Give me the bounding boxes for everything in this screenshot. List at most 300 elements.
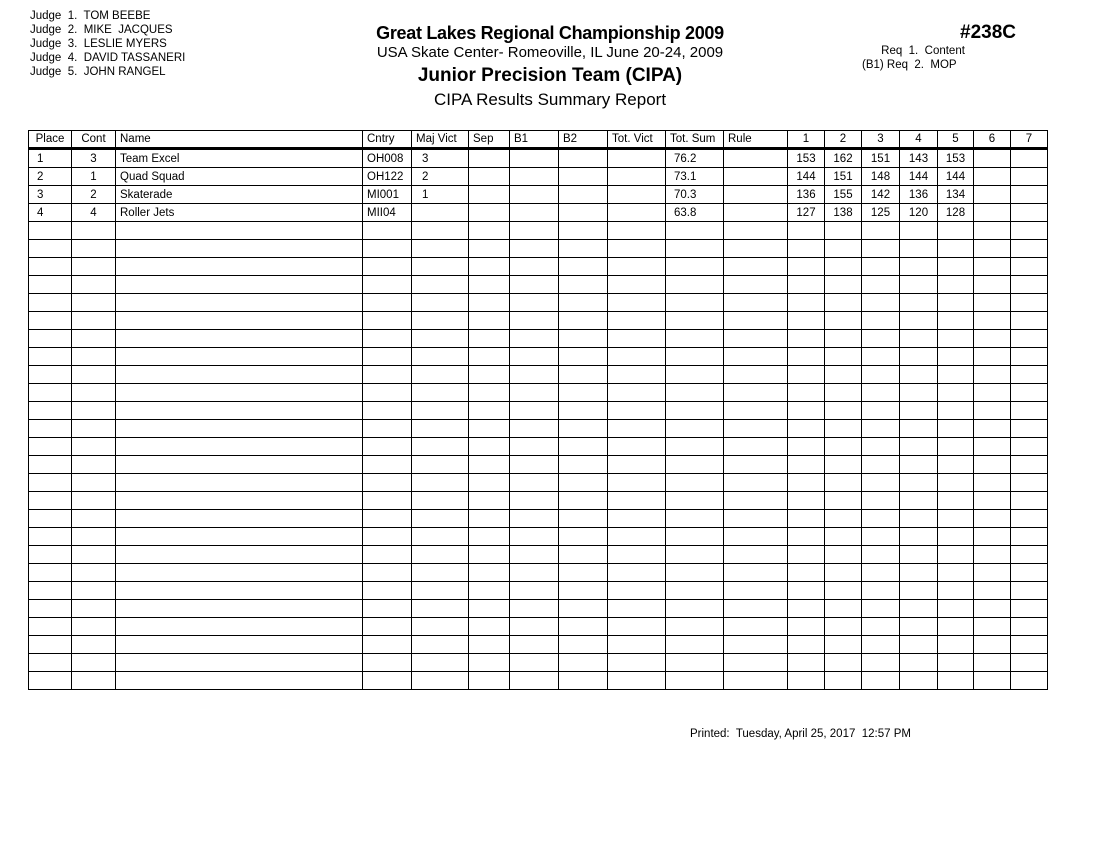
empty-cell bbox=[559, 420, 608, 438]
cell-maj-vict bbox=[412, 204, 469, 222]
empty-cell bbox=[1011, 564, 1048, 582]
empty-cell bbox=[862, 258, 900, 276]
empty-cell bbox=[469, 312, 510, 330]
cell-judge-7-score bbox=[1011, 168, 1048, 186]
empty-cell bbox=[469, 618, 510, 636]
empty-cell bbox=[788, 222, 825, 240]
requirements-list bbox=[862, 44, 965, 72]
table-row-empty bbox=[29, 258, 1048, 276]
cell-name: Roller Jets bbox=[116, 204, 363, 222]
table-row-empty bbox=[29, 438, 1048, 456]
column-header-4: 4 bbox=[900, 131, 938, 149]
empty-cell bbox=[116, 456, 363, 474]
empty-cell bbox=[825, 312, 862, 330]
cell-judge-6-score bbox=[974, 204, 1011, 222]
empty-cell bbox=[788, 654, 825, 672]
empty-cell bbox=[116, 258, 363, 276]
empty-cell bbox=[559, 240, 608, 258]
empty-cell bbox=[72, 546, 116, 564]
cell-cont: 1 bbox=[72, 168, 116, 186]
empty-cell bbox=[608, 600, 666, 618]
table-row-empty bbox=[29, 294, 1048, 312]
empty-cell bbox=[510, 438, 559, 456]
empty-cell bbox=[862, 222, 900, 240]
empty-cell bbox=[825, 384, 862, 402]
empty-cell bbox=[469, 402, 510, 420]
empty-cell bbox=[510, 222, 559, 240]
table-row-empty bbox=[29, 600, 1048, 618]
empty-cell bbox=[862, 654, 900, 672]
empty-cell bbox=[666, 672, 724, 690]
empty-cell bbox=[412, 582, 469, 600]
empty-cell bbox=[469, 294, 510, 312]
empty-cell bbox=[974, 240, 1011, 258]
column-header-tot-vict: Tot. Vict bbox=[608, 131, 666, 149]
empty-cell bbox=[559, 546, 608, 564]
empty-cell bbox=[825, 528, 862, 546]
table-row-empty bbox=[29, 222, 1048, 240]
empty-cell bbox=[29, 384, 72, 402]
table-row-empty bbox=[29, 474, 1048, 492]
empty-cell bbox=[724, 384, 788, 402]
cell-judge-5-score: 128 bbox=[938, 204, 974, 222]
empty-cell bbox=[974, 438, 1011, 456]
empty-cell bbox=[938, 366, 974, 384]
empty-cell bbox=[608, 546, 666, 564]
empty-cell bbox=[900, 240, 938, 258]
cell-rule bbox=[724, 168, 788, 186]
empty-cell bbox=[363, 474, 412, 492]
empty-cell bbox=[724, 546, 788, 564]
empty-cell bbox=[974, 546, 1011, 564]
empty-cell bbox=[72, 438, 116, 456]
empty-cell bbox=[938, 438, 974, 456]
empty-cell bbox=[72, 420, 116, 438]
empty-cell bbox=[825, 420, 862, 438]
empty-cell bbox=[825, 348, 862, 366]
empty-cell bbox=[974, 366, 1011, 384]
empty-cell bbox=[72, 222, 116, 240]
cell-maj-vict: 2 bbox=[412, 168, 469, 186]
empty-cell bbox=[938, 330, 974, 348]
empty-cell bbox=[412, 240, 469, 258]
cell-judge-3-score: 148 bbox=[862, 168, 900, 186]
empty-cell bbox=[788, 366, 825, 384]
empty-cell bbox=[974, 276, 1011, 294]
empty-cell bbox=[862, 510, 900, 528]
empty-cell bbox=[510, 636, 559, 654]
cell-rule bbox=[724, 204, 788, 222]
empty-cell bbox=[608, 402, 666, 420]
empty-cell bbox=[825, 564, 862, 582]
empty-cell bbox=[974, 474, 1011, 492]
empty-cell bbox=[862, 276, 900, 294]
empty-cell bbox=[825, 222, 862, 240]
empty-cell bbox=[469, 420, 510, 438]
empty-cell bbox=[412, 438, 469, 456]
column-header-tot-sum: Tot. Sum bbox=[666, 131, 724, 149]
empty-cell bbox=[862, 438, 900, 456]
empty-cell bbox=[116, 240, 363, 258]
empty-cell bbox=[559, 672, 608, 690]
empty-cell bbox=[608, 636, 666, 654]
empty-cell bbox=[825, 402, 862, 420]
empty-cell bbox=[825, 654, 862, 672]
empty-cell bbox=[825, 366, 862, 384]
cell-tot-vict bbox=[608, 204, 666, 222]
empty-cell bbox=[363, 582, 412, 600]
cell-cntry: OH008 bbox=[363, 149, 412, 168]
empty-cell bbox=[412, 330, 469, 348]
empty-cell bbox=[938, 258, 974, 276]
empty-cell bbox=[862, 240, 900, 258]
requirement-1: Req 1. Content bbox=[881, 45, 965, 57]
column-header-3: 3 bbox=[862, 131, 900, 149]
cell-judge-2-score: 138 bbox=[825, 204, 862, 222]
empty-cell bbox=[29, 330, 72, 348]
empty-cell bbox=[788, 636, 825, 654]
empty-cell bbox=[72, 528, 116, 546]
empty-cell bbox=[788, 402, 825, 420]
empty-cell bbox=[974, 258, 1011, 276]
empty-cell bbox=[510, 510, 559, 528]
empty-cell bbox=[29, 438, 72, 456]
empty-cell bbox=[412, 528, 469, 546]
empty-cell bbox=[363, 240, 412, 258]
empty-cell bbox=[510, 492, 559, 510]
empty-cell bbox=[862, 456, 900, 474]
empty-cell bbox=[938, 492, 974, 510]
printed-timestamp: Printed: Tuesday, April 25, 2017 12:57 PM bbox=[690, 728, 911, 740]
empty-cell bbox=[724, 474, 788, 492]
empty-cell bbox=[666, 276, 724, 294]
empty-cell bbox=[29, 636, 72, 654]
empty-cell bbox=[412, 402, 469, 420]
empty-cell bbox=[974, 672, 1011, 690]
empty-cell bbox=[666, 294, 724, 312]
empty-cell bbox=[469, 474, 510, 492]
empty-cell bbox=[788, 564, 825, 582]
empty-cell bbox=[559, 384, 608, 402]
empty-cell bbox=[412, 222, 469, 240]
empty-cell bbox=[862, 492, 900, 510]
empty-cell bbox=[608, 672, 666, 690]
empty-cell bbox=[938, 312, 974, 330]
empty-cell bbox=[412, 312, 469, 330]
table-row-empty bbox=[29, 618, 1048, 636]
table-row bbox=[29, 204, 1048, 222]
empty-cell bbox=[938, 384, 974, 402]
empty-cell bbox=[788, 420, 825, 438]
empty-cell bbox=[788, 330, 825, 348]
table-row-empty bbox=[29, 312, 1048, 330]
empty-cell bbox=[29, 348, 72, 366]
empty-cell bbox=[1011, 420, 1048, 438]
empty-cell bbox=[72, 564, 116, 582]
empty-cell bbox=[724, 636, 788, 654]
empty-cell bbox=[666, 384, 724, 402]
empty-cell bbox=[116, 330, 363, 348]
empty-cell bbox=[974, 564, 1011, 582]
column-header-6: 6 bbox=[974, 131, 1011, 149]
empty-cell bbox=[559, 456, 608, 474]
empty-cell bbox=[510, 276, 559, 294]
cell-cont: 2 bbox=[72, 186, 116, 204]
empty-cell bbox=[116, 384, 363, 402]
empty-cell bbox=[900, 222, 938, 240]
empty-cell bbox=[724, 312, 788, 330]
empty-cell bbox=[72, 510, 116, 528]
empty-cell bbox=[72, 384, 116, 402]
empty-cell bbox=[412, 276, 469, 294]
empty-cell bbox=[974, 330, 1011, 348]
cell-judge-1-score: 144 bbox=[788, 168, 825, 186]
judge-4: Judge 4. DAVID TASSANERI bbox=[30, 52, 186, 64]
empty-cell bbox=[825, 600, 862, 618]
empty-cell bbox=[900, 618, 938, 636]
empty-cell bbox=[938, 456, 974, 474]
empty-cell bbox=[938, 654, 974, 672]
empty-cell bbox=[116, 564, 363, 582]
empty-cell bbox=[900, 600, 938, 618]
empty-cell bbox=[788, 438, 825, 456]
cell-judge-1-score: 153 bbox=[788, 149, 825, 168]
empty-cell bbox=[1011, 330, 1048, 348]
cell-cntry: MI001 bbox=[363, 186, 412, 204]
empty-cell bbox=[72, 618, 116, 636]
venue-dates: USA Skate Center- Romeoville, IL June 20-24, 2009 bbox=[376, 44, 724, 61]
empty-cell bbox=[900, 438, 938, 456]
empty-cell bbox=[608, 258, 666, 276]
empty-cell bbox=[72, 348, 116, 366]
empty-cell bbox=[469, 510, 510, 528]
empty-cell bbox=[900, 276, 938, 294]
cell-judge-5-score: 144 bbox=[938, 168, 974, 186]
empty-cell bbox=[412, 564, 469, 582]
empty-cell bbox=[608, 348, 666, 366]
empty-cell bbox=[469, 438, 510, 456]
empty-cell bbox=[724, 258, 788, 276]
empty-cell bbox=[825, 492, 862, 510]
empty-cell bbox=[608, 456, 666, 474]
table-row-empty bbox=[29, 564, 1048, 582]
empty-cell bbox=[825, 582, 862, 600]
empty-cell bbox=[1011, 636, 1048, 654]
report-header bbox=[340, 22, 760, 111]
empty-cell bbox=[825, 330, 862, 348]
table-row-empty bbox=[29, 348, 1048, 366]
empty-cell bbox=[29, 672, 72, 690]
empty-cell bbox=[363, 276, 412, 294]
empty-cell bbox=[412, 420, 469, 438]
empty-cell bbox=[862, 366, 900, 384]
empty-cell bbox=[469, 348, 510, 366]
empty-cell bbox=[666, 492, 724, 510]
empty-cell bbox=[1011, 438, 1048, 456]
empty-cell bbox=[900, 528, 938, 546]
empty-cell bbox=[412, 654, 469, 672]
empty-cell bbox=[29, 600, 72, 618]
empty-cell bbox=[862, 600, 900, 618]
empty-cell bbox=[469, 564, 510, 582]
empty-cell bbox=[900, 366, 938, 384]
empty-cell bbox=[29, 276, 72, 294]
empty-cell bbox=[510, 294, 559, 312]
empty-cell bbox=[608, 528, 666, 546]
empty-cell bbox=[724, 294, 788, 312]
empty-cell bbox=[825, 258, 862, 276]
empty-cell bbox=[825, 276, 862, 294]
judge-2: Judge 2. MIKE JACQUES bbox=[30, 24, 173, 36]
empty-cell bbox=[825, 474, 862, 492]
cell-tot-vict bbox=[608, 149, 666, 168]
empty-cell bbox=[788, 492, 825, 510]
empty-cell bbox=[29, 546, 72, 564]
empty-cell bbox=[825, 456, 862, 474]
empty-cell bbox=[72, 672, 116, 690]
empty-cell bbox=[788, 294, 825, 312]
cell-b2 bbox=[559, 186, 608, 204]
empty-cell bbox=[72, 294, 116, 312]
empty-cell bbox=[974, 384, 1011, 402]
empty-cell bbox=[788, 240, 825, 258]
empty-cell bbox=[412, 294, 469, 312]
empty-cell bbox=[900, 402, 938, 420]
empty-cell bbox=[29, 222, 72, 240]
empty-cell bbox=[974, 510, 1011, 528]
empty-cell bbox=[938, 546, 974, 564]
empty-cell bbox=[116, 600, 363, 618]
empty-cell bbox=[862, 582, 900, 600]
empty-cell bbox=[608, 222, 666, 240]
table-row-empty bbox=[29, 330, 1048, 348]
column-header-7: 7 bbox=[1011, 131, 1048, 149]
cell-sep bbox=[469, 168, 510, 186]
empty-cell bbox=[938, 294, 974, 312]
empty-cell bbox=[724, 222, 788, 240]
cell-tot-sum: 63.8 bbox=[666, 204, 724, 222]
empty-cell bbox=[862, 672, 900, 690]
empty-cell bbox=[938, 276, 974, 294]
cell-maj-vict: 1 bbox=[412, 186, 469, 204]
empty-cell bbox=[788, 348, 825, 366]
empty-cell bbox=[724, 276, 788, 294]
empty-cell bbox=[510, 366, 559, 384]
empty-cell bbox=[666, 438, 724, 456]
cell-rule bbox=[724, 186, 788, 204]
empty-cell bbox=[608, 240, 666, 258]
empty-cell bbox=[608, 492, 666, 510]
empty-cell bbox=[788, 672, 825, 690]
cell-judge-2-score: 162 bbox=[825, 149, 862, 168]
empty-cell bbox=[29, 510, 72, 528]
empty-cell bbox=[724, 528, 788, 546]
empty-cell bbox=[559, 636, 608, 654]
empty-cell bbox=[938, 564, 974, 582]
empty-cell bbox=[469, 258, 510, 276]
empty-cell bbox=[1011, 402, 1048, 420]
empty-cell bbox=[900, 348, 938, 366]
empty-cell bbox=[666, 366, 724, 384]
empty-cell bbox=[900, 294, 938, 312]
cell-place: 2 bbox=[29, 168, 72, 186]
empty-cell bbox=[510, 402, 559, 420]
empty-cell bbox=[1011, 672, 1048, 690]
column-header-5: 5 bbox=[938, 131, 974, 149]
cell-tot-sum: 70.3 bbox=[666, 186, 724, 204]
empty-cell bbox=[666, 600, 724, 618]
empty-cell bbox=[724, 600, 788, 618]
empty-cell bbox=[788, 474, 825, 492]
cell-cntry: OH122 bbox=[363, 168, 412, 186]
empty-cell bbox=[608, 366, 666, 384]
empty-cell bbox=[862, 384, 900, 402]
empty-cell bbox=[29, 618, 72, 636]
empty-cell bbox=[116, 636, 363, 654]
empty-cell bbox=[412, 510, 469, 528]
empty-cell bbox=[116, 402, 363, 420]
table-row-empty bbox=[29, 654, 1048, 672]
empty-cell bbox=[559, 294, 608, 312]
empty-cell bbox=[559, 222, 608, 240]
empty-cell bbox=[900, 546, 938, 564]
empty-cell bbox=[900, 492, 938, 510]
empty-cell bbox=[363, 600, 412, 618]
cell-b1 bbox=[510, 149, 559, 168]
empty-cell bbox=[788, 510, 825, 528]
empty-cell bbox=[116, 312, 363, 330]
empty-cell bbox=[116, 510, 363, 528]
empty-cell bbox=[666, 528, 724, 546]
empty-cell bbox=[788, 546, 825, 564]
empty-cell bbox=[72, 312, 116, 330]
empty-cell bbox=[724, 492, 788, 510]
empty-cell bbox=[363, 564, 412, 582]
empty-cell bbox=[510, 654, 559, 672]
empty-cell bbox=[724, 438, 788, 456]
table-row-empty bbox=[29, 402, 1048, 420]
empty-cell bbox=[938, 474, 974, 492]
empty-cell bbox=[1011, 276, 1048, 294]
cell-judge-6-score bbox=[974, 149, 1011, 168]
empty-cell bbox=[900, 672, 938, 690]
requirement-2: (B1) Req 2. MOP bbox=[862, 59, 957, 71]
empty-cell bbox=[608, 438, 666, 456]
cell-judge-4-score: 143 bbox=[900, 149, 938, 168]
empty-cell bbox=[608, 510, 666, 528]
empty-cell bbox=[412, 474, 469, 492]
empty-cell bbox=[116, 276, 363, 294]
table-row bbox=[29, 168, 1048, 186]
empty-cell bbox=[788, 276, 825, 294]
empty-cell bbox=[974, 348, 1011, 366]
empty-cell bbox=[825, 546, 862, 564]
cell-b2 bbox=[559, 204, 608, 222]
empty-cell bbox=[1011, 348, 1048, 366]
empty-cell bbox=[116, 546, 363, 564]
empty-cell bbox=[788, 528, 825, 546]
table-row-empty bbox=[29, 672, 1048, 690]
empty-cell bbox=[116, 438, 363, 456]
empty-cell bbox=[363, 510, 412, 528]
cell-judge-2-score: 155 bbox=[825, 186, 862, 204]
empty-cell bbox=[29, 240, 72, 258]
empty-cell bbox=[72, 600, 116, 618]
empty-cell bbox=[510, 672, 559, 690]
empty-cell bbox=[29, 492, 72, 510]
cell-name: Team Excel bbox=[116, 149, 363, 168]
empty-cell bbox=[363, 636, 412, 654]
